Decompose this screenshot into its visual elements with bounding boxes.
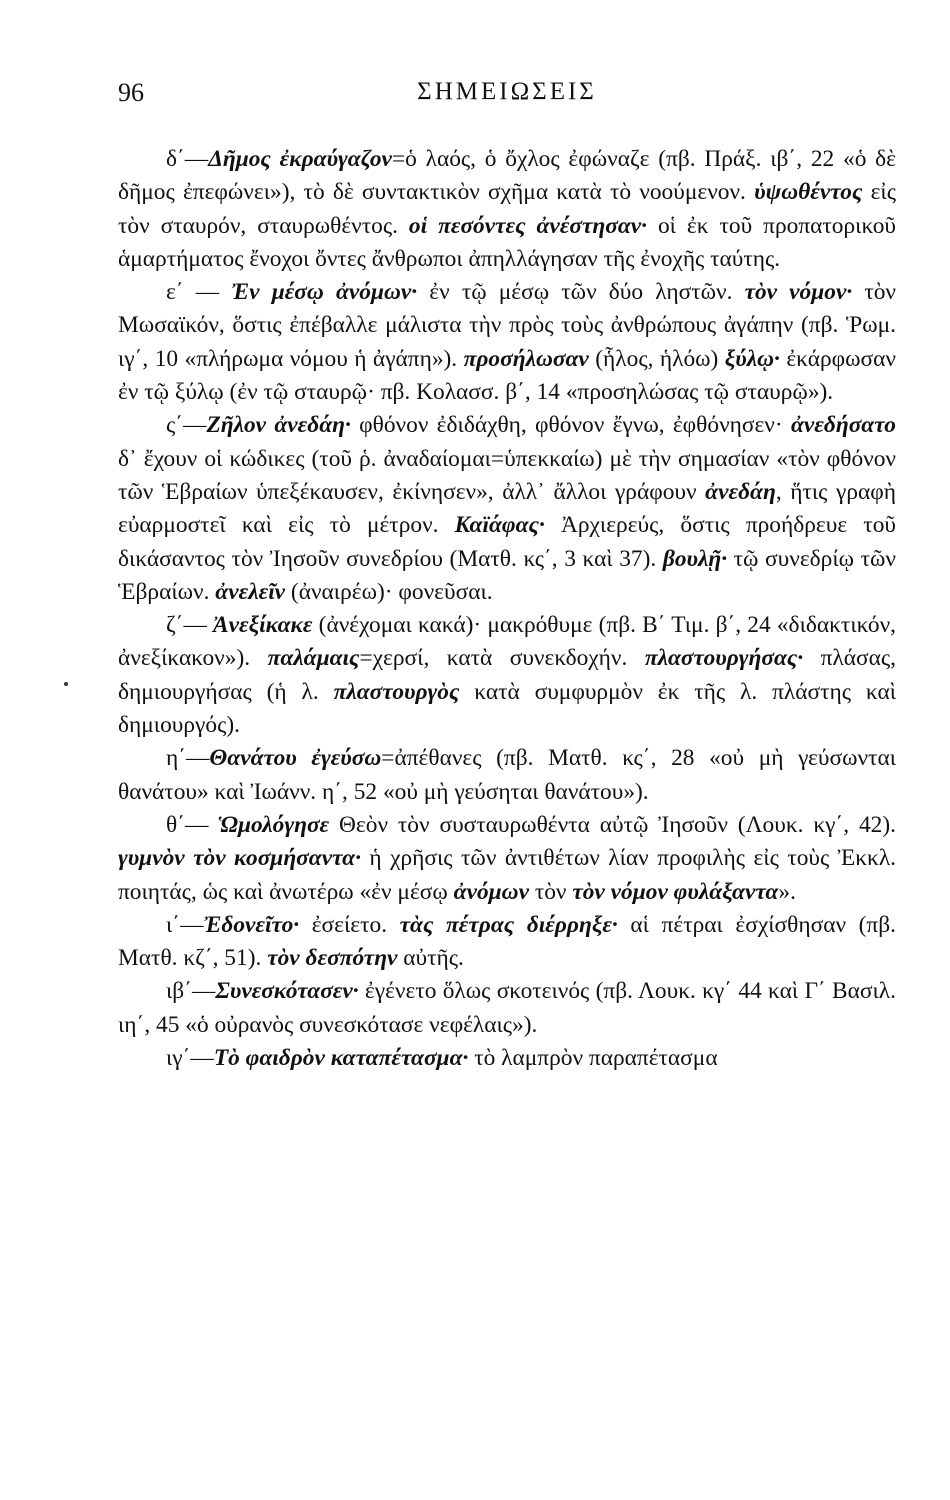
note-text: τὸ λαμπρὸν παραπέτασμα — [468, 1045, 718, 1072]
note-text: ». — [778, 878, 796, 905]
lemma-text: ἀνεδήσατο — [790, 412, 896, 439]
note-text: ε΄ — — [166, 279, 232, 306]
lemma-text: Ἀνεξίκακε — [213, 612, 313, 639]
note-text: τὸν — [528, 878, 573, 905]
note-paragraph — [118, 975, 896, 1042]
note-text: ἐν τῷ μέσῳ τῶν δύο ληστῶν. — [417, 279, 745, 306]
note-paragraph — [118, 809, 896, 909]
note-text: =χερσί, κατὰ συνεκδοχήν. — [359, 645, 645, 672]
lemma-text: ἀνεδάη — [705, 478, 776, 505]
note-paragraph — [118, 909, 896, 976]
note-paragraph — [118, 742, 896, 809]
margin-dot — [64, 682, 68, 686]
note-text: εἰς τὸν σταυρόν, σταυρωθέντος. — [118, 179, 896, 239]
note-text: ς΄— — [166, 412, 207, 439]
note-text: τῷ συνεδρίῳ τῶν Ἑβραίων. — [118, 545, 896, 605]
note-text: =ἀπέθανες (πβ. Ματθ. κς΄, 28 «οὐ μὴ γεύσωνται θανάτου» καὶ Ἰωάνν. η΄, 52 «οὐ μὴ γεύσηται θανάτου»). — [118, 745, 896, 805]
note-text: (ἧλος, ἡλόω) — [588, 345, 725, 372]
note-text: φθόνον ἐδιδάχθη, φθόνον ἔγνω, ἐφθόνησεν· — [350, 412, 791, 439]
note-text: (ἀναιρέω)· φονεῦσαι. — [285, 578, 493, 605]
note-text: =ὁ λαός, ὁ ὄχλος ἐφώναζε (πβ. Πράξ. ιβ΄, 22 «ὁ δὲ δῆμος ἐπεφώνει»), τὸ δὲ συντακτικὸν σχῆμα κατὰ τὸ νοούμενον. — [118, 146, 897, 206]
page-header — [118, 78, 896, 112]
note-text: (ἀνέχομαι κακά)· μακρόθυμε (πβ. Β΄ Τιμ. β΄, 24 «διδακτικόν, ἀνεξίκακον»). — [118, 612, 897, 672]
lemma-text: τὰς πέτρας διέρρηξε· — [399, 911, 618, 938]
note-text: αἱ πέτραι ἐσχίσθησαν (πβ. Ματθ. κζ΄, 51). — [118, 911, 896, 972]
note-text: θ΄— — [166, 811, 219, 838]
lemma-text: βουλῇ· — [662, 545, 728, 572]
note-text: ἡ χρῆσις τῶν ἀντιθέτων λίαν προφιλὴς εἰς τοὺς Ἐκκλ. ποιητάς, ὡς καὶ ἀνωτέρω «ἐν μέσῳ — [118, 845, 897, 905]
lemma-text: Ζῆλον ἀνεδάη· — [206, 412, 351, 439]
note-text: ιβ΄— — [166, 978, 216, 1005]
note-text: ζ΄— — [166, 612, 214, 639]
lemma-text: γυμνὸν τὸν κοσμήσαντα· — [118, 845, 361, 872]
lemma-text: Τὸ φαιδρὸν καταπέτασμα· — [213, 1045, 469, 1072]
note-text: δ΄— — [166, 146, 209, 172]
note-paragraph — [118, 1042, 896, 1075]
lemma-text: ἀνελεῖν — [215, 578, 286, 605]
lemma-text: Ὡμολόγησε — [218, 811, 330, 838]
lemma-text: Θανάτου ἐγεύσω — [209, 745, 382, 772]
note-text: ἐγένετο ὅλως σκοτεινός (πβ. Λουκ. κγ΄ 44 καὶ Γ΄ Βασιλ. ιη΄, 45 «ὁ οὐρανὸς συνεσκότασε νεφέλαις»). — [118, 978, 896, 1038]
lemma-text: ξύλῳ· — [724, 345, 780, 372]
lemma-text: πλαστουργήσας· — [644, 645, 804, 672]
notes-body — [118, 143, 896, 1075]
lemma-text: προσήλωσαν — [463, 345, 589, 372]
lemma-text: τὸν νόμον· — [744, 279, 853, 306]
page-number: 96 — [118, 78, 144, 107]
note-text: οἱ ἐκ τοῦ προπατορικοῦ ἁμαρτήματος ἔνοχοι ὄντες ἄνθρωποι ἀπηλλάγησαν τῆς ἐνοχῆς ταύτης. — [118, 212, 896, 272]
lemma-text: Δῆμος ἐκραύγαζον — [208, 146, 392, 172]
note-text: , ἥτις γραφὴ εὐαρμοστεῖ καὶ εἰς τὸ μέτρον. — [118, 478, 896, 539]
note-text: πλάσας, δημιουργήσας (ἡ λ. — [118, 645, 897, 705]
lemma-text: Ἐδονεῖτο· — [203, 911, 300, 938]
note-paragraph — [118, 143, 896, 276]
note-paragraph — [118, 409, 896, 609]
note-text: ι΄— — [166, 911, 204, 938]
lemma-text: Ἐν μέσῳ ἀνόμων· — [231, 279, 418, 306]
lemma-text: παλάμαις — [267, 645, 360, 672]
note-paragraph — [118, 276, 896, 409]
lemma-text: πλαστουργὸς — [333, 678, 460, 705]
note-paragraph — [118, 609, 896, 742]
note-text: κατὰ συμφυρμὸν ἐκ τῆς λ. πλάστης καὶ δημιουργός). — [118, 678, 897, 739]
note-text: Θεὸν τὸν συσταυρωθέντα αὐτῷ Ἰησοῦν (Λουκ. κγ΄, 42). — [329, 811, 897, 838]
note-text: η΄— — [166, 745, 210, 772]
note-text: ιγ΄— — [166, 1045, 214, 1072]
lemma-text: ἀνόμων — [453, 878, 529, 905]
lemma-text: Συνεσκότασεν· — [215, 978, 359, 1005]
note-text: τὸν Μωσαϊκόν, ὅστις ἐπέβαλλε μάλιστα τὴν πρὸς τοὺς ἀνθρώπους ἀγάπην (πβ. Ῥωμ. ιγ΄, 10 «πλήρωμα νόμου ἡ ἀγάπη»). — [118, 279, 896, 372]
note-text: ἐκάρφωσαν ἐν τῷ ξύλῳ (ἐν τῷ σταυρῷ· πβ. Κολασσ. β΄, 14 «προσηλώσας τῷ σταυρῷ»). — [118, 345, 897, 406]
lemma-text: Καϊάφας· — [454, 512, 545, 539]
lemma-text: οἱ πεσόντες ἀνέστησαν· — [408, 212, 648, 239]
note-text: αὐτῆς. — [397, 945, 464, 972]
note-text: ἐσείετο. — [299, 911, 400, 938]
lemma-text: τὸν νόμον φυλάξαντα — [572, 878, 779, 905]
note-text: Ἀρχιερεύς, ὅστις προήδρευε τοῦ δικάσαντος τὸν Ἰησοῦν συνεδρίου (Ματθ. κς΄, 3 καὶ 37). — [118, 512, 896, 572]
lemma-text: ὑψωθέντος — [754, 179, 863, 206]
lemma-text: τὸν δεσπότην — [267, 945, 398, 972]
running-head: ΣΗΜΕΙΩΣΕΙΣ — [417, 78, 597, 105]
note-text: δ᾽ ἔχουν οἱ κώδικες (τοῦ ῥ. ἀναδαίομαι=ὑπεκκαίω) μὲ τὴν σημασίαν «τὸν φθόνον τῶν Ἑβραίων ὑπεξέκαυσεν, ἐκίνησεν», ἀλλ᾽ ἄλλοι γράφουν — [118, 445, 896, 505]
